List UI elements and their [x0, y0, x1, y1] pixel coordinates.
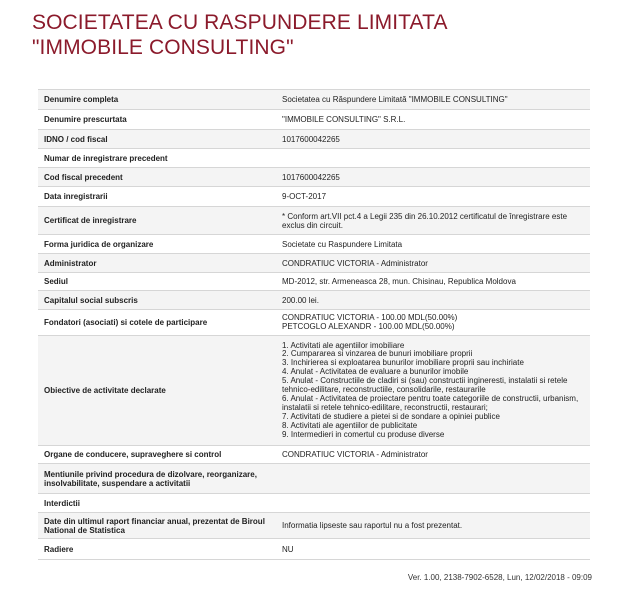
row-label: Mentiunile privind procedura de dizolvare, reorganizare, insolvabilitate, suspendare a activitatii [38, 464, 276, 494]
company-title-line-2: "IMMOBILE CONSULTING" [32, 36, 294, 59]
row-interdictii [38, 494, 590, 513]
founder-item: PETCOGLO ALEXANDR - 100.00 MDL(50.00%) [282, 321, 455, 331]
founder-item: CONDRATIUC VICTORIA - 100.00 MDL(50.00%) [282, 312, 458, 322]
activity-item: 4. Anulat - Activitatea de evaluare a bunurilor imobile [282, 367, 469, 377]
row-label: Cod fiscal precedent [38, 168, 276, 187]
founders-list [282, 314, 584, 332]
activities-list [282, 342, 584, 440]
row-value: * Conform art.VII pct.4 a Legii 235 din 26.10.2012 certificatul de înregistrare este exclus din circuit. [276, 207, 590, 235]
row-label: Numar de inregistrare precedent [38, 149, 276, 168]
row-label: Organe de conducere, supraveghere si control [38, 446, 276, 464]
row-value: CONDRATIUC VICTORIA - Administrator [276, 254, 590, 273]
row-value: "IMMOBILE CONSULTING" S.R.L. [276, 110, 590, 130]
row-label: Data inregistrarii [38, 187, 276, 207]
row-organe-conducere [38, 446, 590, 464]
row-value: 200.00 lei. [276, 291, 590, 310]
activity-item: 8. Activitati ale agentiilor de publicitate [282, 420, 418, 430]
row-label: Fondatori (asociati) si cotele de participare [38, 310, 276, 336]
row-value: 1017600042265 [276, 168, 590, 187]
row-forma-juridica [38, 235, 590, 254]
row-value: NU [276, 539, 590, 560]
row-value [276, 494, 590, 513]
row-denumire-completa [38, 90, 590, 110]
activity-item: 2. Cumpararea si vinzarea de bunuri imobiliare proprii [282, 349, 473, 359]
row-mentiuni-dizolvare [38, 464, 590, 494]
row-label: Certificat de inregistrare [38, 207, 276, 235]
row-fondatori [38, 310, 590, 336]
activity-item: 5. Anulat - Constructiile de cladiri si (sau) constructii ingineresti, instalatii si retele tehnico-edilitare, reconstructiile, consolidarile, restaurarile [282, 376, 568, 395]
row-label: Obiective de activitate declarate [38, 336, 276, 446]
row-label: Interdictii [38, 494, 276, 513]
row-value: Societatea cu Răspundere Limitată "IMMOBILE CONSULTING" [276, 90, 590, 110]
row-value: 1017600042265 [276, 130, 590, 149]
row-label: Date din ultimul raport financiar anual, prezentat de Biroul National de Statistica [38, 513, 276, 539]
company-details-table [38, 89, 590, 560]
row-idno [38, 130, 590, 149]
row-label: Sediul [38, 273, 276, 291]
row-value: 9-OCT-2017 [276, 187, 590, 207]
row-label: Capitalul social subscris [38, 291, 276, 310]
company-title-line-1: SOCIETATEA CU RASPUNDERE LIMITATA [32, 11, 448, 34]
row-value [276, 464, 590, 494]
row-cod-fiscal-precedent [38, 168, 590, 187]
row-value: CONDRATIUC VICTORIA - Administrator [276, 446, 590, 464]
row-value: Informatia lipseste sau raportul nu a fost prezentat. [276, 513, 590, 539]
row-value [276, 149, 590, 168]
row-label: Radiere [38, 539, 276, 560]
row-obiective-activitate [38, 336, 590, 446]
activity-item: 6. Anulat - Activitatea de proiectare pentru toate categoriile de constructii, urbanism, instalatii si retele tehnico-edilitare, reconstructii, restaurari; [282, 393, 579, 412]
row-sediul [38, 273, 590, 291]
row-value: MD-2012, str. Armeneasca 28, mun. Chisinau, Republica Moldova [276, 273, 590, 291]
activity-item: 7. Activitati de studiere a pietei si de sondare a opiniei publice [282, 411, 500, 421]
row-label: Denumire completa [38, 90, 276, 110]
row-value: Societate cu Raspundere Limitata [276, 235, 590, 254]
row-denumire-prescurtata [38, 110, 590, 130]
row-value [276, 336, 590, 446]
row-label: Administrator [38, 254, 276, 273]
row-administrator [38, 254, 590, 273]
row-label: Forma juridica de organizare [38, 235, 276, 254]
row-data-inregistrarii [38, 187, 590, 207]
activity-item: 3. Inchirierea si exploatarea bunurilor imobiliare proprii sau inchiriate [282, 358, 524, 368]
activity-item: 9. Intermedieri in comertul cu produse diverse [282, 429, 445, 439]
company-title [32, 10, 602, 60]
row-label: IDNO / cod fiscal [38, 130, 276, 149]
row-certificat-inregistrare [38, 207, 590, 235]
row-value [276, 310, 590, 336]
row-numar-inregistrare-precedent [38, 149, 590, 168]
row-label: Denumire prescurtata [38, 110, 276, 130]
row-radiere [38, 539, 590, 560]
row-raport-financiar [38, 513, 590, 539]
activity-item: 1. Activitati ale agentiilor imobiliare [282, 340, 405, 350]
version-footer: Ver. 1.00, 2138-7902-6528, Lun, 12/02/2018 - 09:09 [407, 573, 592, 582]
row-capital-social [38, 291, 590, 310]
